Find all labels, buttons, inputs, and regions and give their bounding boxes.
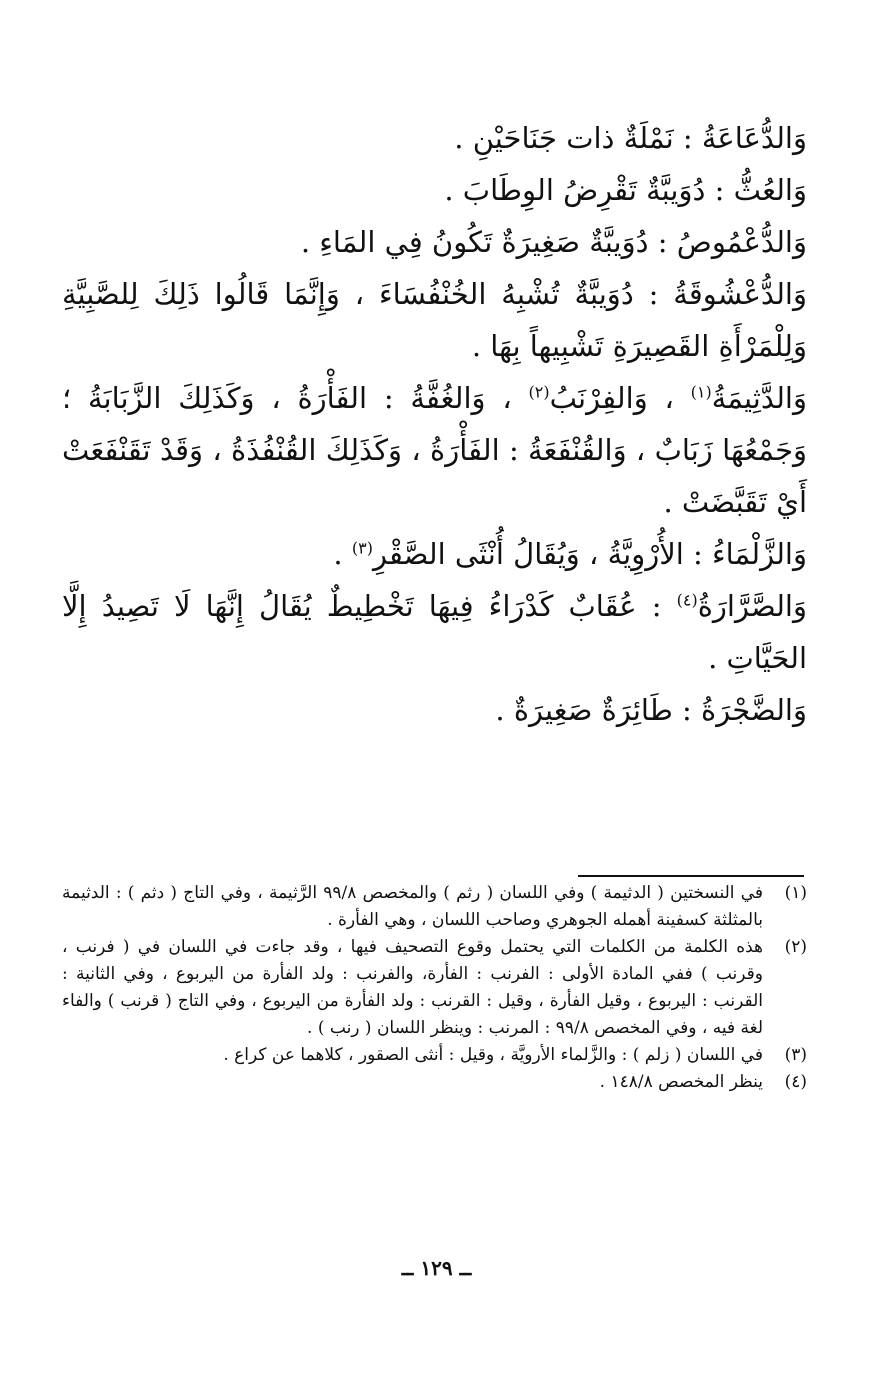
footnote-ref-3: (٣) [351, 538, 373, 558]
entry-uthth: وَالعُثُّ : دُوَيبَّةٌ تَقْرِضُ الوِطَابَ . [444, 173, 807, 207]
footnotes [62, 880, 807, 1096]
entry-duaaa: وَالدُّعَاعَةُ : نَمْلَةٌ ذات جَنَاحَيْنِ . [454, 121, 807, 155]
footnote-2 [62, 934, 807, 1042]
entry-zalmaa-end: . [333, 537, 352, 571]
footnote-1 [62, 880, 807, 934]
entry-dathima-head: وَالدَّثِيمَةُ [711, 381, 807, 415]
entry-duamus: وَالدُّعْمُوصُ : دُوَيبَّةٌ صَغِيرَةٌ تَكُونُ فِي المَاءِ . [300, 225, 807, 259]
footnote-number: (٢) [784, 937, 807, 957]
main-text [62, 112, 807, 736]
entry-dathima-rest: ، وَالغُفَّةُ : الفَأْرَةُ ، وَكَذَلِكَ الزَّبَابَةُ ؛ وَجَمْعُهَا زَبَابٌ ، وَالقُنْفَعَةُ : الفَأْرَةُ ، وَكَذَلِكَ القُنْفُذَةُ ، وَقَدْ تَقَنْفَعَتْ أَيْ تَقَبَّضَتْ . [62, 381, 807, 519]
footnote-text: في اللسان ( زلم ) : والزَّلماء الأرويَّة ، وقيل : أنثى الصقور ، كلاهما عن كراع . [223, 1045, 763, 1065]
footnote-number: (٣) [784, 1045, 807, 1065]
entry-dathima [62, 372, 807, 528]
entry-sarrara-head: وَالصَّرَّارَةُ [697, 589, 807, 623]
entry-sarrara [62, 580, 807, 684]
footnote-text: ينظر المخصص ١٤٨/٨ . [599, 1072, 763, 1092]
entry-zalmaa [62, 528, 807, 580]
entry-zalmaa-text: وَالزَّلْمَاءُ : الأُرْوِيَّةُ ، وَيُقَالُ أُنْثَى الصَّقْرِ [372, 537, 807, 571]
entry-sarrara-rest: : عُقَابٌ كَدْرَاءُ فِيهَا تَخْطِيطٌ يُقَالُ إِنَّهَا لَا تَصِيدُ إِلَّا الحَيَّاتِ . [62, 589, 807, 675]
footnote-text: هذه الكلمة من الكلمات التي يحتمل وقوع التصحيف فيها ، وقد جاءت في اللسان في ( فرنب ، وقرنب ) ففي المادة الأولى : الفرنب : الفأرة، والفرنب : ولد الفأرة من اليربوع ، وفي الثانية : القرنب : اليربوع ، وقيل الفأرة ، وقيل : القرنب : ولد الفأرة من اليربوع ، وفي التاج ( قرنب ) والفاء لغة فيه ، وفي المخصص ٩٩/٨ : المرنب : وينظر اللسان ( رنب ) . [62, 937, 763, 1038]
entry-duashuqa: وَالدُّعْشُوقَةُ : دُوَيبَّةٌ تُشْبِهُ الخُنْفُسَاءَ ، وَإِنَّمَا قَالُوا ذَلِكَ لِلصَّبِيَّةِ وَلِلْمَرْأَةِ القَصِيرَةِ تَشْبِيهاً بِهَا . [62, 277, 807, 363]
footnote-number: (٤) [784, 1072, 807, 1092]
footnote-text: في النسختين ( الدثيمة ) وفي اللسان ( رثم ) والمخصص ٩٩/٨ الرَّثيمة ، وفي التاج ( دثم ) : الدثيمة بالمثلثة كسفينة أهمله الجوهري وصاحب اللسان ، وهي الفأرة . [62, 883, 764, 930]
entry-dajra: وَالضَّجْرَةُ : طَائِرَةٌ صَغِيرَةٌ . [495, 693, 807, 727]
footnote-separator [578, 875, 804, 877]
page-number: ــ ١٢٩ ــ [401, 1256, 472, 1280]
footnote-ref-4: (٤) [676, 590, 698, 610]
footnote-4 [62, 1069, 807, 1096]
footnote-ref-1: (١) [690, 382, 712, 402]
footnote-ref-2: (٢) [528, 382, 550, 402]
footnote-number: (١) [784, 883, 807, 903]
entry-dathima-mid: ، وَالفِرْنَبُ [549, 381, 691, 415]
footnote-3 [62, 1042, 807, 1069]
